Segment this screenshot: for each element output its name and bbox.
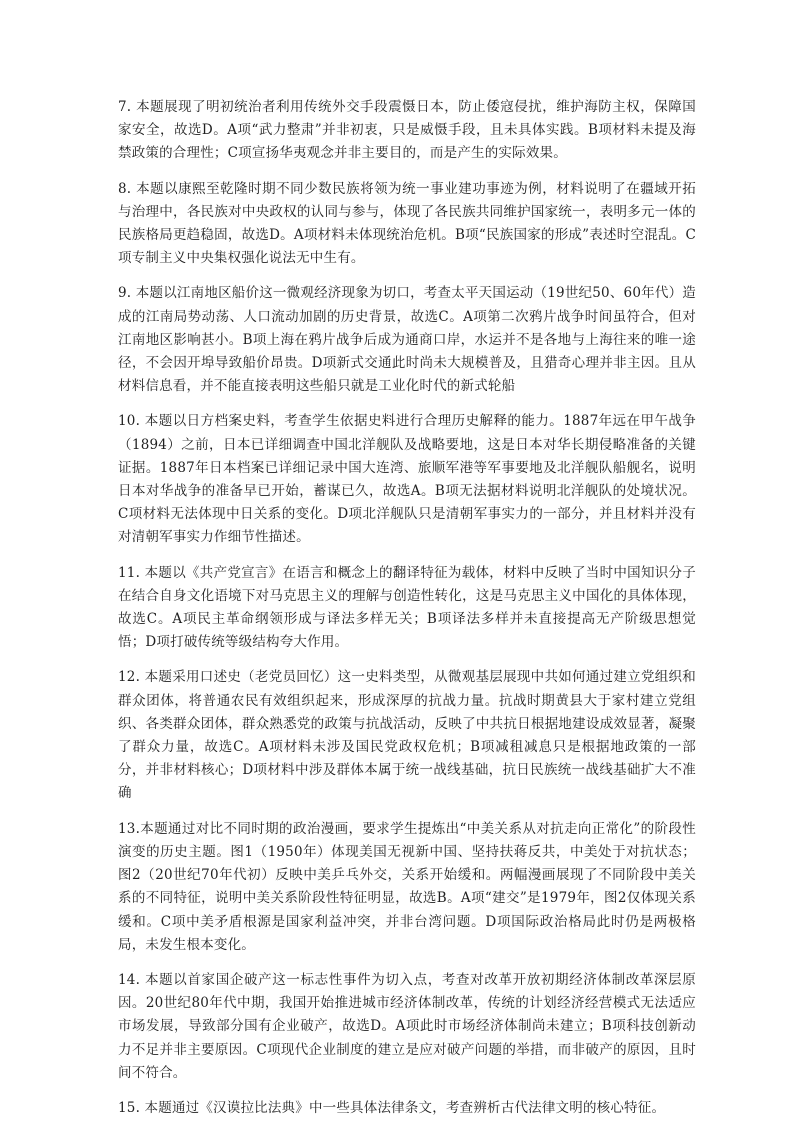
explanation-paragraph-9: 9. 本题以江南地区船价这一微观经济现象为切口，考查太平天国运动（19世纪50、60年代）造成的江南局势动荡、人口流动加剧的历史背景，故选C。A项第二次鸦片战争时间虽符合，但对江南地区影响甚小。B项上海在鸦片战争后成为通商口岸，水运并不是各地与上海往来的唯一途径，不会因开埠导致船价昂贵。D项新式交通此时尚未大规模普及，且猎奇心理并非主因。且从材料信息看，并不能直接表明这些船只就是工业化时代的新式轮船 — [118, 285, 696, 395]
explanation-paragraph-11: 11. 本题以《共产党宣言》在语言和概念上的翻译特征为载体，材料中反映了当时中国知识分子在结合自身文化语境下对马克思主义的理解与创造性转化，这是马克思主义中国化的具体体现，故选C。A项民主革命纲领形成与译法多样无关；B项译法多样并未直接提高无产阶级思想觉悟；D项打破传统等级结构夸大作用。 — [118, 564, 696, 651]
explanation-paragraph-7: 7. 本题展现了明初统治者利用传统外交手段震慑日本，防止倭寇侵扰，维护海防主权，保障国家安全，故选D。A项“武力整肃”并非初衷，只是威慑手段，且未具体实践。B项材料未提及海禁政策的合理性；C项宣扬华夷观念并非主要目的，而是产生的实际效果。 — [118, 99, 696, 162]
explanation-paragraph-8: 8. 本题以康熙至乾隆时期不同少数民族将领为统一事业建功事迹为例，材料说明了在疆域开拓与治理中，各民族对中央政权的认同与参与，体现了各民族共同维护国家统一，表明多元一体的民族格局更趋稳固，故选D。A项材料未体现统治危机。B项“民族国家的形成”表述时空混乱。C项专制主义中央集权强化说法无中生有。 — [118, 180, 696, 267]
explanation-paragraph-14: 14. 本题以首家国企破产这一标志性事件为切入点，考查对改革开放初期经济体制改革深层原因。20世纪80年代中期，我国开始推进城市经济体制改革，传统的计划经济经营模式无法适应市场发展，导致部分国有企业破产，故选D。A项此时市场经济体制尚未建立；B项科技创新动力不足并非主要原因。C项现代企业制度的建立是应对破产问题的举措，而非破产的原因，且时间不符合。 — [118, 971, 696, 1081]
explanation-paragraph-12: 12. 本题采用口述史（老党员回忆）这一史料类型，从微观基层展现中共如何通过建立党组织和群众团体，将普通农民有效组织起来，形成深厚的抗战力量。抗战时期黄县大于家村建立党组织、各类群众团体，群众熟悉党的政策与抗战活动，反映了中共抗日根据地建设成效显著，凝聚了群众力量，故选C。A项材料未涉及国民党政权危机；B项减租减息只是根据地政策的一部分，并非材料核心；D项材料中涉及群体本属于统一战线基础，抗日民族统一战线基础扩大不准确 — [118, 669, 696, 802]
explanation-paragraph-15: 15. 本题通过《汉谟拉比法典》中一些具体法律条文，考查辨析古代法律文明的核心特征。 — [118, 1099, 666, 1116]
explanation-paragraph-13: 13.本题通过对比不同时期的政治漫画，要求学生提炼出“中美关系从对抗走向正常化”的阶段性演变的历史主题。图1（1950年）体现美国无视新中国、坚持扶蒋反共，中美处于对抗状态；图2（20世纪70年代初）反映中美乒乓外交，关系开始缓和。两幅漫画展现了不同阶段中美关系的不同特征，说明中美关系阶段性特征明显，故选B。A项“建交”是1979年，图2仅体现关系缓和。C项中美矛盾根源是国家利益冲突，并非台湾问题。D项国际政治格局此时仍是两极格局，未发生根本变化。 — [118, 820, 696, 953]
explanation-paragraph-10: 10. 本题以日方档案史料，考查学生依据史料进行合理历史解释的能力。1887年远在甲午战争（1894）之前，日本已详细调查中国北洋舰队及战略要地，这是日本对华长期侵略准备的关键证据。1887年日本档案已详细记录中国大连湾、旅顺军港等军事要地及北洋舰队船舰名，说明日本对华战争的准备早已开始，蓄谋已久，故选A。B项无法据材料说明北洋舰队的处境状况。C项材料无法体现中日关系的变化。D项北洋舰队只是清朝军事实力的一部分，并且材料并没有对清朝军事实力作细节性描述。 — [118, 413, 696, 546]
